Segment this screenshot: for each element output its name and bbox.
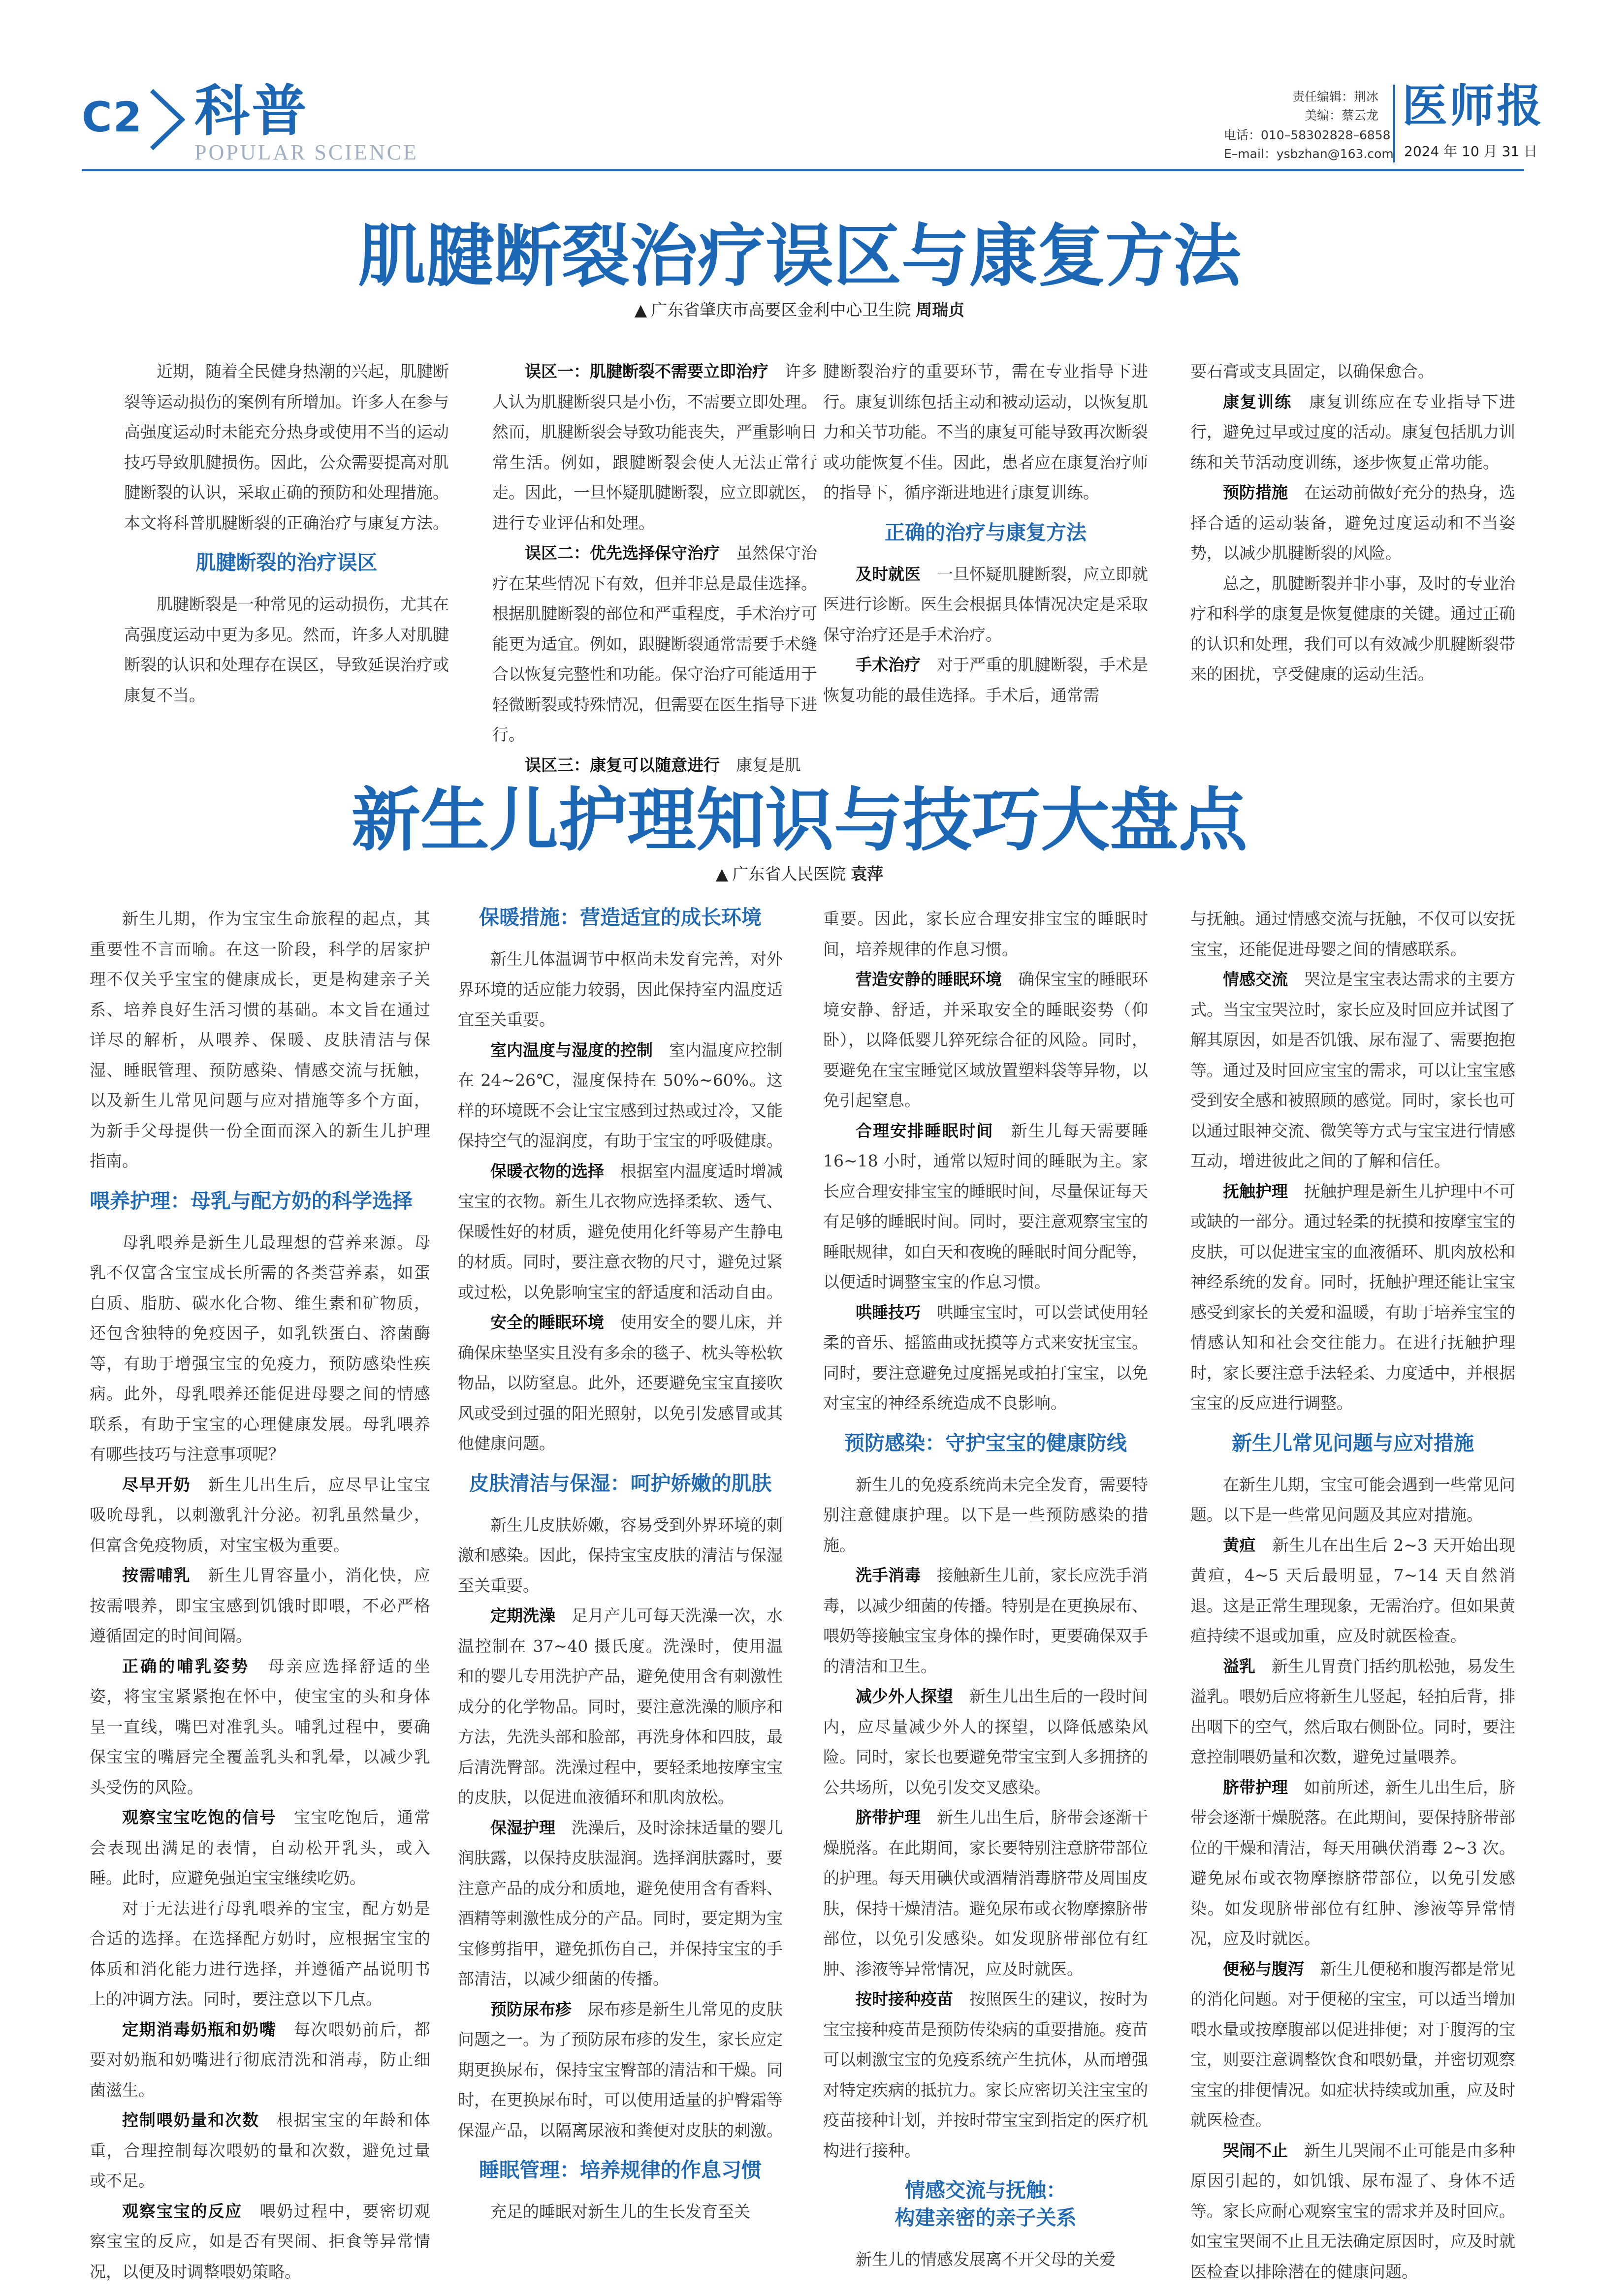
article2-author-name: 袁萍	[851, 864, 884, 883]
article1-byline	[0, 297, 1599, 320]
paragraph: 抚触护理 抚触护理是新生儿护理中不可或缺的一部分。通过轻柔的抚摸和按摩宝宝的皮肤，可以促进宝宝的血液循环、肌肉放松和神经系统的发育。同时，抚触护理还能让宝宝感受到家长的关爱和温暖，有助于培养宝宝的情感认知和社会交往能力。在进行抚触护理时，家长要注意手法轻柔、力度适中，并根据宝宝的反应进行调整。	[1190, 1181, 1515, 1413]
paragraph: 按需哺乳 新生儿胃容量小，消化快，应按需喂养，即宝宝感到饥饿时即喂，不必严格遵循固定的时间间隔。	[90, 1566, 431, 1645]
paragraph: 便秘与腹泻 新生儿便秘和腹泻都是常见的消化问题。对于便秘的宝宝，可以适当增加喂水量或按摩腹部以促进排便；对于腹泻的宝宝，则要注意调整饮食和喂奶量，并密切观察宝宝的排便情况。如症状持续或加重，应及时就医检查。	[1190, 1959, 1515, 2130]
paragraph: 减少外人探望 新生儿出生后的一段时间内，应尽量减少外人的探望，以降低感染风险。同时，家长也要避免带宝宝到人多拥挤的公共场所，以免引发交叉感染。	[823, 1687, 1148, 1797]
paragraph: 总之，肌腱断裂并非小事，及时的专业治疗和科学的康复是恢复健康的关键。通过正确的认识和处理，我们可以有效减少肌腱断裂带来的困扰，享受健康的运动生活。	[1190, 573, 1515, 684]
article1-column-1	[124, 356, 449, 710]
lead-term: 便秘与腹泻	[1223, 1959, 1304, 1979]
paragraph: 新生儿的免疫系统尚未完全发育，需要特别注意健康护理。以下是一些预防感染的措施。	[823, 1475, 1148, 1555]
paragraph: 观察宝宝的反应 喂奶过程中，要密切观察宝宝的反应，如是否有哭闹、拒食等异常情况，以便及时调整喂奶策略。	[90, 2201, 431, 2281]
lead-term: 定期洗澡	[490, 1606, 555, 1625]
lead-term: 洗手消毒	[856, 1566, 921, 1585]
paragraph: 哭闹不止 新生儿哭闹不止可能是由多种原因引起的，如饥饿、尿布湿了、身体不适等。家长应耐心观察宝宝的需求并及时回应。如宝宝哭闹不止且无法确定原因时，应及时就医检查以排除潜在的健康问题。	[1190, 2140, 1515, 2281]
article1-column-4	[1190, 356, 1515, 690]
paragraph: 误区三：康复可以随意进行 康复是肌	[525, 755, 801, 775]
subheading: 喂养护理：母乳与配方奶的科学选择	[90, 1189, 413, 1213]
lead-term: 尽早开奶	[122, 1475, 191, 1494]
subheading: 皮肤清洁与保湿：呵护娇嫩的肌肤	[469, 1471, 772, 1495]
article2-column-1	[90, 904, 430, 2287]
paragraph: 保湿护理 洗澡后，及时涂抹适量的婴儿润肤露，以保持皮肤湿润。选择润肤露时，要注意产品的成分和质地，避免使用含有香料、酒精等刺激性成分的产品。同时，要定期为宝宝修剪指甲，避免抓伤自己，并保持宝宝的手部清洁，以减少细菌的传播。	[458, 1818, 783, 1988]
subheading: 情感交流与抚触： 构建亲密的亲子关系	[895, 2178, 1077, 2230]
paragraph: 观察宝宝吃饱的信号 宝宝吃饱后，通常会表现出满足的表情，自动松开乳头，或入睡。此时，应避免强迫宝宝继续吃奶。	[90, 1808, 431, 1887]
subheading: 预防感染：守护宝宝的健康防线	[844, 1431, 1127, 1455]
issue-date: 2024 年 10 月 31 日	[1404, 143, 1538, 159]
paragraph: 预防尿布疹 尿布疹是新生儿常见的皮肤问题之一。为了预防尿布疹的发生，家长应定期更换尿布，保持宝宝臀部的清洁和干燥。同时，在更换尿布时，可以使用适量的护臀霜等保湿产品，以隔离尿液和粪便对皮肤的刺激。	[458, 1999, 783, 2140]
paragraph: 腱断裂治疗的重要环节，需在专业指导下进行。康复训练包括主动和被动运动，以恢复肌力和关节功能。不当的康复可能导致再次断裂或功能恢复不佳。因此，患者应在康复治疗师的指导下，循序渐进地进行康复训练。	[823, 362, 1148, 502]
section-subtitle: POPULAR SCIENCE	[194, 140, 418, 164]
paragraph: 营造安静的睡眠环境 确保宝宝的睡眠环境安静、舒适，并采取安全的睡眠姿势（仰卧），以降低婴儿猝死综合征的风险。同时，要避免在宝宝睡觉区域放置塑料袋等异物，以免引起窒息。	[823, 970, 1148, 1110]
paragraph: 脐带护理 如前所述，新生儿出生后，脐带会逐渐干燥脱落。在此期间，要保持脐带部位的干燥和清洁，每天用碘伏消毒 2~3 次。避免尿布或衣物摩擦脐带部位，以免引发感染。如发现脐带部位有红肿、渗液等异常情况，应及时就医。	[1190, 1777, 1515, 1948]
lead-term: 保湿护理	[490, 1818, 555, 1837]
paragraph: 新生儿的情感发展离不开父母的关爱	[856, 2250, 1116, 2269]
lead-term: 哄睡技巧	[856, 1302, 921, 1322]
article2-column-2	[458, 904, 783, 2227]
lead-term: 康复训练	[1223, 392, 1292, 411]
paragraph: 重要。因此，家长应合理安排宝宝的睡眠时间，培养规律的作息习惯。	[823, 909, 1148, 959]
contact-info	[1224, 126, 1394, 163]
lead-term: 误区二：优先选择保守治疗	[525, 543, 720, 563]
paragraph: 定期消毒奶瓶和奶嘴 每次喂奶前后，都要对奶瓶和奶嘴进行彻底清洗和消毒，防止细菌滋生。	[90, 2019, 431, 2100]
lead-term: 减少外人探望	[856, 1687, 953, 1706]
paragraph: 合理安排睡眠时间 新生儿每天需要睡 16~18 小时，通常以短时间的睡眠为主。家长应合理安排宝宝的睡眠时间，尽量保证每天有足够的睡眠时间。同时，要注意观察宝宝的睡眠规律，如白天和夜晚的睡眠时间分配等，以便适时调整宝宝的作息习惯。	[823, 1121, 1148, 1291]
subheading: 保暖措施：营造适宜的成长环境	[479, 906, 762, 929]
designer-name: 美编：蔡云龙	[1304, 108, 1378, 123]
chevron-right-icon	[148, 88, 187, 152]
lead-term: 定期消毒奶瓶和奶嘴	[122, 2019, 277, 2039]
subheading: 肌腱断裂的治疗误区	[195, 551, 378, 574]
lead-term: 哭闹不止	[1223, 2140, 1288, 2160]
lead-term: 误区一：肌腱断裂不需要立即治疗	[525, 362, 768, 381]
paragraph: 康复训练 康复训练应在专业指导下进行，避免过早或过度的活动。康复包括肌力训练和关节活动度训练，逐步恢复正常功能。	[1190, 392, 1515, 472]
lead-term: 按需哺乳	[122, 1566, 191, 1585]
paragraph: 正确的哺乳姿势 母亲应选择舒适的坐姿，将宝宝紧紧抱在怀中，使宝宝的头和身体呈一直线，嘴巴对准乳头。哺乳过程中，要确保宝宝的嘴唇完全覆盖乳头和乳晕，以减少乳头受伤的风险。	[90, 1656, 430, 1797]
lead-term: 观察宝宝的反应	[122, 2201, 243, 2221]
paragraph: 哄睡技巧 哄睡宝宝时，可以尝试使用轻柔的音乐、摇篮曲或抚摸等方式来安抚宝宝。同时，要注意避免过度摇晃或拍打宝宝，以免对宝宝的神经系统造成不良影响。	[823, 1302, 1148, 1413]
paragraph: 控制喂奶量和次数 根据宝宝的年龄和体重，合理控制每次喂奶的量和次数，避免过量或不足。	[90, 2110, 431, 2190]
lead-term: 溢乳	[1223, 1656, 1255, 1676]
page-number: C2	[82, 93, 143, 141]
paragraph: 充足的睡眠对新生儿的生长发育至关	[490, 2202, 750, 2221]
paragraph: 安全的睡眠环境 使用安全的婴儿床，并确保床垫坚实且没有多余的毯子、枕头等松软物品，以防窒息。此外，还要避免宝宝直接吹风或受到过强的阳光照射，以免引发感冒或其他健康问题。	[458, 1313, 783, 1453]
section-title: 科普	[194, 79, 309, 143]
editor-credits	[1172, 88, 1378, 125]
article2-headline: 新生儿护理知识与技巧大盘点	[351, 781, 1247, 861]
paragraph: 与抚触。通过情感交流与抚触，不仅可以安抚宝宝，还能促进母婴之间的情感联系。	[1190, 909, 1515, 959]
paragraph: 误区二：优先选择保守治疗 虽然保守治疗在某些情况下有效，但并非总是最佳选择。根据肌腱断裂的部位和严重程度，手术治疗可能更为适宜。例如，跟腱断裂通常需要手术缝合以恢复完整性和功能。保守治疗可能适用于轻微断裂或特殊情况，但需要在医生指导下进行。	[492, 543, 817, 744]
triangle-up-icon: ▲	[715, 864, 729, 883]
lead-term: 预防尿布疹	[490, 1999, 572, 2019]
subheading: 睡眠管理：培养规律的作息习惯	[479, 2158, 762, 2182]
paragraph: 尽早开奶 新生儿出生后，应尽早让宝宝吸吮母乳，以刺激乳汁分泌。初乳虽然量少，但富含免疫物质，对宝宝极为重要。	[90, 1475, 431, 1555]
lead-term: 脐带护理	[856, 1808, 921, 1827]
paragraph: 新生儿期，作为宝宝生命旅程的起点，其重要性不言而喻。在这一阶段，科学的居家护理不仅关乎宝宝的健康成长，更是构建亲子关系、培养良好生活习惯的基础。本文旨在通过详尽的解析，从喂养、保暖、皮肤清洁与保湿、睡眠管理、预防感染、情感交流与抚触，以及新生儿常见问题与应对措施等多个方面，为新手父母提供一份全面而深入的新生儿护理指南。	[90, 909, 430, 1170]
article1-author-unit: 广东省肇庆市高要区金利中心卫生院	[651, 300, 911, 319]
lead-term: 正确的哺乳姿势	[122, 1656, 250, 1676]
paragraph: 手术治疗 对于严重的肌腱断裂，手术是恢复功能的最佳选择。手术后，通常需	[823, 655, 1148, 705]
triangle-up-icon: ▲	[634, 300, 647, 319]
lead-term: 观察宝宝吃饱的信号	[122, 1808, 277, 1827]
lead-term: 手术治疗	[856, 655, 921, 674]
subheading: 正确的治疗与康复方法	[885, 520, 1087, 544]
paragraph: 及时就医 一旦怀疑肌腱断裂，应立即就医进行诊断。医生会根据具体情况决定是采取保守治疗还是手术治疗。	[823, 564, 1148, 644]
paragraph: 肌腱断裂是一种常见的运动损伤，尤其在高强度运动中更为多见。然而，许多人对肌腱断裂的认识和处理存在误区，导致延误治疗或康复不当。	[124, 595, 449, 705]
lead-term: 脐带护理	[1223, 1777, 1288, 1797]
paragraph: 室内温度与湿度的控制 室内温度应控制在 24~26℃，湿度保持在 50%~60%。这样的环境既不会让宝宝感到过热或过冷，又能保持空气的湿润度，有助于宝宝的呼吸健康。	[458, 1040, 783, 1150]
article1-column-2	[492, 356, 817, 780]
newspaper-logo: 医师报	[1402, 80, 1544, 132]
lead-term: 黄疸	[1223, 1535, 1256, 1555]
lead-term: 保暖衣物的选择	[490, 1161, 604, 1181]
lead-term: 抚触护理	[1223, 1181, 1288, 1201]
paragraph: 溢乳 新生儿胃贲门括约肌松弛，易发生溢乳。喂奶后应将新生儿竖起，轻拍后背，排出咽下的空气，然后取右侧卧位。同时，要注意控制喂奶量和次数，避免过量喂养。	[1190, 1656, 1515, 1766]
lead-term: 情感交流	[1223, 970, 1288, 989]
article2-byline	[0, 861, 1599, 884]
paragraph: 预防措施 在运动前做好充分的热身，选择合适的运动装备，避免过度运动和不当姿势，以减少肌腱断裂的风险。	[1190, 483, 1515, 563]
paragraph: 母乳喂养是新生儿最理想的营养来源。母乳不仅富含宝宝成长所需的各类营养素，如蛋白质、脂肪、碳水化合物、维生素和矿物质，还包含独特的免疫因子，如乳铁蛋白、溶菌酶等，有助于增强宝宝的免疫力，预防感染性疾病。此外，母乳喂养还能促进母婴之间的情感联系，有助于宝宝的心理健康发展。母乳喂养有哪些技巧与注意事项呢？	[90, 1232, 430, 1464]
lead-term: 控制喂奶量和次数	[122, 2110, 260, 2130]
lead-term: 及时就医	[856, 564, 921, 584]
paragraph: 要石膏或支具固定，以确保愈合。	[1190, 362, 1434, 381]
paragraph: 黄疸 新生儿在出生后 2~3 天开始出现黄疸，4~5 天后最明显，7~14 天自然消退。这是正常生理现象，无需治疗。但如果黄疸持续不退或加重，应及时就医检查。	[1190, 1535, 1516, 1645]
lead-term: 误区三：康复可以随意进行	[525, 755, 720, 775]
article1-author-name: 周瑞贞	[916, 300, 965, 319]
paragraph: 洗手消毒 接触新生儿前，家长应洗手消毒，以减少细菌的传播。特别是在更换尿布、喂奶等接触宝宝身体的操作时，更要确保双手的清洁和卫生。	[823, 1566, 1148, 1676]
paragraph: 定期洗澡 足月产儿可每天洗澡一次，水温控制在 37~40 摄氏度。洗澡时，使用温和的婴儿专用洗护产品，避免使用含有刺激性成分的化学物品。同时，要注意洗澡的顺序和方法，先洗头部和脸部，再洗身体和四肢，最后清洗臀部。洗澡过程中，要轻柔地按摩宝宝的皮肤，以促进血液循环和肌肉放松。	[458, 1606, 783, 1807]
paragraph: 脐带护理 新生儿出生后，脐带会逐渐干燥脱落。在此期间，家长要特别注意脐带部位的护理。每天用碘伏或酒精消毒脐带及周围皮肤，保持干燥清洁。避免尿布或衣物摩擦脐带部位，以免引发感染。如发现脐带部位有红肿、渗液等异常情况，应及时就医。	[823, 1808, 1148, 1979]
lead-term: 按时接种疫苗	[856, 1989, 953, 2009]
lead-term: 安全的睡眠环境	[490, 1313, 604, 1332]
subheading: 新生儿常见问题与应对措施	[1232, 1431, 1474, 1455]
lead-term: 预防措施	[1223, 483, 1288, 502]
paragraph: 新生儿体温调节中枢尚未发育完善，对外界环境的适应能力较弱，因此保持室内温度适宜至关重要。	[458, 949, 783, 1029]
email-address: E–mail：ysbzhan@163.com	[1224, 147, 1394, 161]
article1-column-3	[823, 356, 1148, 710]
paragraph: 近期，随着全民健身热潮的兴起，肌腱断裂等运动损伤的案例有所增加。许多人在参与高强度运动时未能充分热身或使用不当的运动技巧导致肌腱损伤。因此，公众需要提高对肌腱断裂的认识，采取正确的预防和处理措施。本文将科普肌腱断裂的正确治疗与康复方法。	[124, 362, 449, 533]
editor-name: 责任编辑：荆冰	[1292, 90, 1378, 104]
article2-column-3	[823, 904, 1148, 2275]
article1-headline: 肌腱断裂治疗误区与康复方法	[357, 217, 1241, 296]
paragraph: 对于无法进行母乳喂养的宝宝，配方奶是合适的选择。在选择配方奶时，应根据宝宝的体质和消化能力进行选择，并遵循产品说明书上的冲调方法。同时，要注意以下几点。	[90, 1898, 430, 2009]
paragraph: 保暖衣物的选择 根据室内温度适时增减宝宝的衣物。新生儿衣物应选择柔软、透气、保暖性好的材质，避免使用化纤等易产生静电的材质。同时，要注意衣物的尺寸，避免过紧或过松，以免影响宝宝的舒适度和活动自由。	[458, 1161, 783, 1302]
article2-author-unit: 广东省人民医院	[732, 864, 846, 883]
masthead-divider	[1393, 85, 1395, 162]
paragraph: 误区一：肌腱断裂不需要立即治疗 许多人认为肌腱断裂只是小伤，不需要立即处理。然而，肌腱断裂会导致功能丧失，严重影响日常生活。例如，跟腱断裂会使人无法正常行走。因此，一旦怀疑肌腱断裂，应立即就医，进行专业评估和处理。	[492, 362, 817, 533]
paragraph: 情感交流 哭泣是宝宝表达需求的主要方式。当宝宝哭泣时，家长应及时回应并试图了解其原因，如是否饥饿、尿布湿了、需要抱抱等。通过及时回应宝宝的需求，可以让宝宝感受到安全感和被照顾的感觉。同时，家长也可以通过眼神交流、微笑等方式与宝宝进行情感互动，增进彼此之间的了解和信任。	[1190, 970, 1515, 1170]
paragraph: 按时接种疫苗 按照医生的建议，按时为宝宝接种疫苗是预防传染病的重要措施。疫苗可以刺激宝宝的免疫系统产生抗体，从而增强对特定疾病的抵抗力。家长应密切关注宝宝的疫苗接种计划，并按时带宝宝到指定的医疗机构进行接种。	[823, 1989, 1148, 2160]
lead-term: 营造安静的睡眠环境	[856, 970, 1002, 989]
article2-column-4	[1190, 904, 1515, 2287]
paragraph: 新生儿皮肤娇嫩，容易受到外界环境的刺激和感染。因此，保持宝宝皮肤的清洁与保湿至关重要。	[458, 1515, 783, 1595]
phone-number: 电话：010–58302828–6858	[1224, 128, 1391, 142]
header-rule	[82, 169, 1524, 171]
lead-term: 合理安排睡眠时间	[856, 1121, 994, 1140]
lead-term: 室内温度与湿度的控制	[490, 1040, 653, 1060]
paragraph: 在新生儿期，宝宝可能会遇到一些常见问题。以下是一些常见问题及其应对措施。	[1190, 1475, 1515, 1524]
